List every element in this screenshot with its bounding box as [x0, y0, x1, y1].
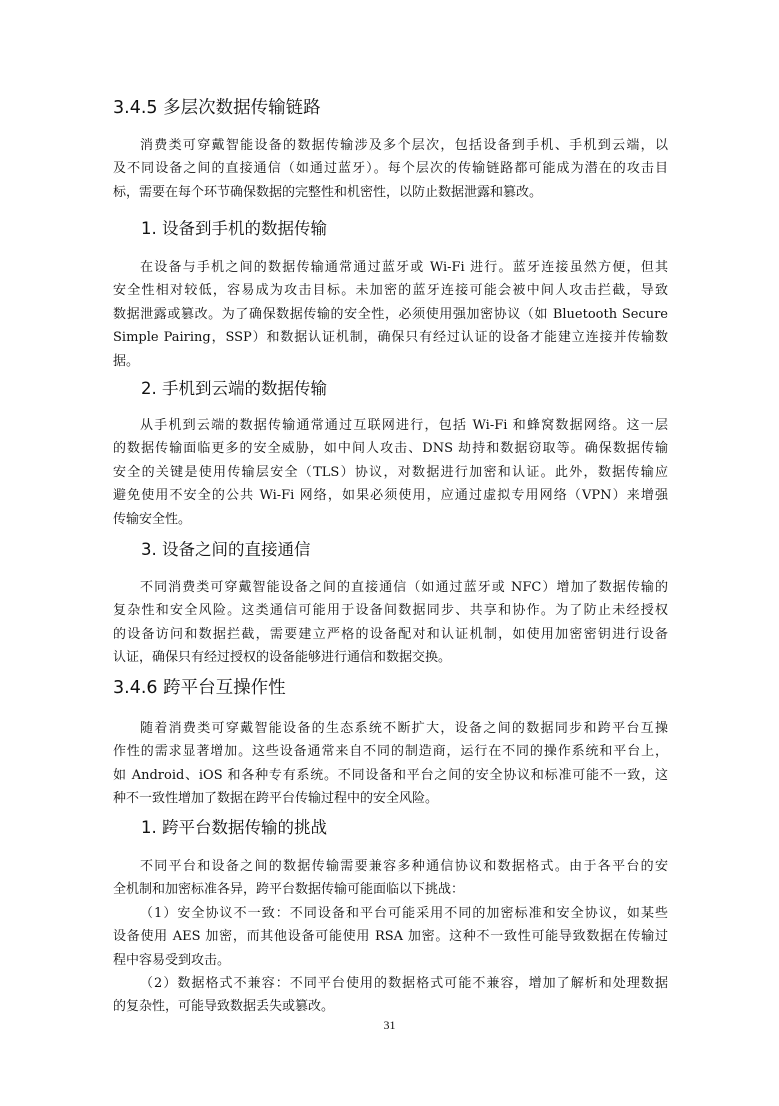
subsection-heading-device-to-device: 3. 设备之间的直接通信 — [141, 540, 311, 559]
subsection-heading-cross-platform-challenges: 1. 跨平台数据传输的挑战 — [141, 818, 327, 837]
page-number: 31 — [383, 1018, 396, 1032]
subsection-heading-device-to-phone: 1. 设备到手机的数据传输 — [141, 219, 327, 238]
text-line: 作性的需求显著增加。这些设备通常来自不同的制造商，运行在不同的操作系统和平台上， — [113, 744, 668, 760]
section-heading-3-4-6: 3.4.6 跨平台互操作性 — [113, 678, 286, 698]
text-line: 如 Android、iOS 和各种专有系统。不同设备和平台之间的安全协议和标准可能不一致，这 — [113, 767, 668, 783]
text-line: 消费类可穿戴智能设备的数据传输涉及多个层次，包括设备到手机、手机到云端，以 — [140, 138, 668, 153]
text-line: 的复杂性，可能导致数据丢失或篡改。 — [113, 999, 335, 1015]
list-item-line: （1）安全协议不一致：不同设备和平台可能采用不同的加密标准和安全协议，如某些 — [140, 905, 668, 921]
text-line: 数据泄露或篡改。为了确保数据传输的安全性，必须使用强加密协议（如 Bluetooth Secure — [113, 306, 668, 322]
subsection-heading-phone-to-cloud: 2. 手机到云端的数据传输 — [141, 379, 327, 398]
text-line: 全机制和加密标准各异，跨平台数据传输可能面临以下挑战： — [113, 882, 465, 898]
text-line: 的数据传输面临更多的安全威胁，如中间人攻击、DNS 劫持和数据窃取等。确保数据传输 — [113, 441, 668, 457]
text-line: 从手机到云端的数据传输通常通过互联网进行，包括 Wi-Fi 和蜂窝数据网络。这一层 — [140, 418, 668, 433]
text-line: 安全的关键是使用传输层安全（TLS）协议，对数据进行加密和认证。此外，数据传输应 — [113, 464, 668, 480]
paragraph-3-4-6 — [113, 717, 668, 811]
text-line: 认证，确保只有经过授权的设备能够进行通信和数据交换。 — [113, 650, 452, 666]
text-line: 随着消费类可穿戴智能设备的生态系统不断扩大，设备之间的数据同步和跨平台互操 — [140, 721, 668, 736]
section-heading-3-4-5: 3.4.5 多层次数据传输链路 — [113, 98, 321, 118]
text-line: 种不一致性增加了数据在跨平台传输过程中的安全风险。 — [113, 791, 439, 807]
text-line: 不同消费类可穿戴智能设备之间的直接通信（如通过蓝牙或 NFC）增加了数据传输的 — [140, 580, 668, 595]
text-line: 在设备与手机之间的数据传输通常通过蓝牙或 Wi-Fi 进行。蓝牙连接虽然方便，但其 — [140, 260, 668, 275]
paragraph-3-4-5 — [113, 134, 668, 204]
text-line: Simple Pairing，SSP）和数据认证机制，确保只有经过认证的设备才能建立连接并传输数 — [113, 330, 668, 346]
list-item-line: （2）数据格式不兼容：不同平台使用的数据格式可能不兼容，增加了解析和处理数据 — [140, 975, 668, 991]
text-line: 传输安全性。 — [113, 511, 192, 527]
text-line: 不同平台和设备之间的数据传输需要兼容多种通信协议和数据格式。由于各平台的安 — [140, 859, 668, 874]
paragraph-cross-platform-challenges — [113, 855, 668, 1019]
paragraph-device-to-phone — [113, 256, 668, 373]
text-line: 标，需要在每个环节确保数据的完整性和机密性，以防止数据泄露和篡改。 — [113, 184, 543, 200]
text-line: 的设备访问和数据拦截，需要建立严格的设备配对和认证机制，如使用加密密钥进行设备 — [113, 626, 668, 642]
text-line: 复杂性和安全风险。这类通信可能用于设备间数据同步、共享和协作。为了防止未经授权 — [113, 603, 668, 619]
text-line: 据。 — [113, 353, 140, 369]
text-line: 设备使用 AES 加密，而其他设备可能使用 RSA 加密。这种不一致性可能导致数据在传输过 — [113, 929, 668, 945]
text-line: 程中容易受到攻击。 — [113, 952, 231, 968]
text-line: 安全性相对较低，容易成为攻击目标。未加密的蓝牙连接可能会被中间人攻击拦截，导致 — [113, 283, 668, 299]
paragraph-device-to-device — [113, 576, 668, 670]
paragraph-phone-to-cloud — [113, 414, 668, 531]
text-line: 避免使用不安全的公共 Wi-Fi 网络，如果必须使用，应通过虚拟专用网络（VPN）来增强 — [113, 488, 668, 504]
text-line: 及不同设备之间的直接通信（如通过蓝牙）。每个层次的传输链路都可能成为潜在的攻击目 — [113, 161, 668, 177]
